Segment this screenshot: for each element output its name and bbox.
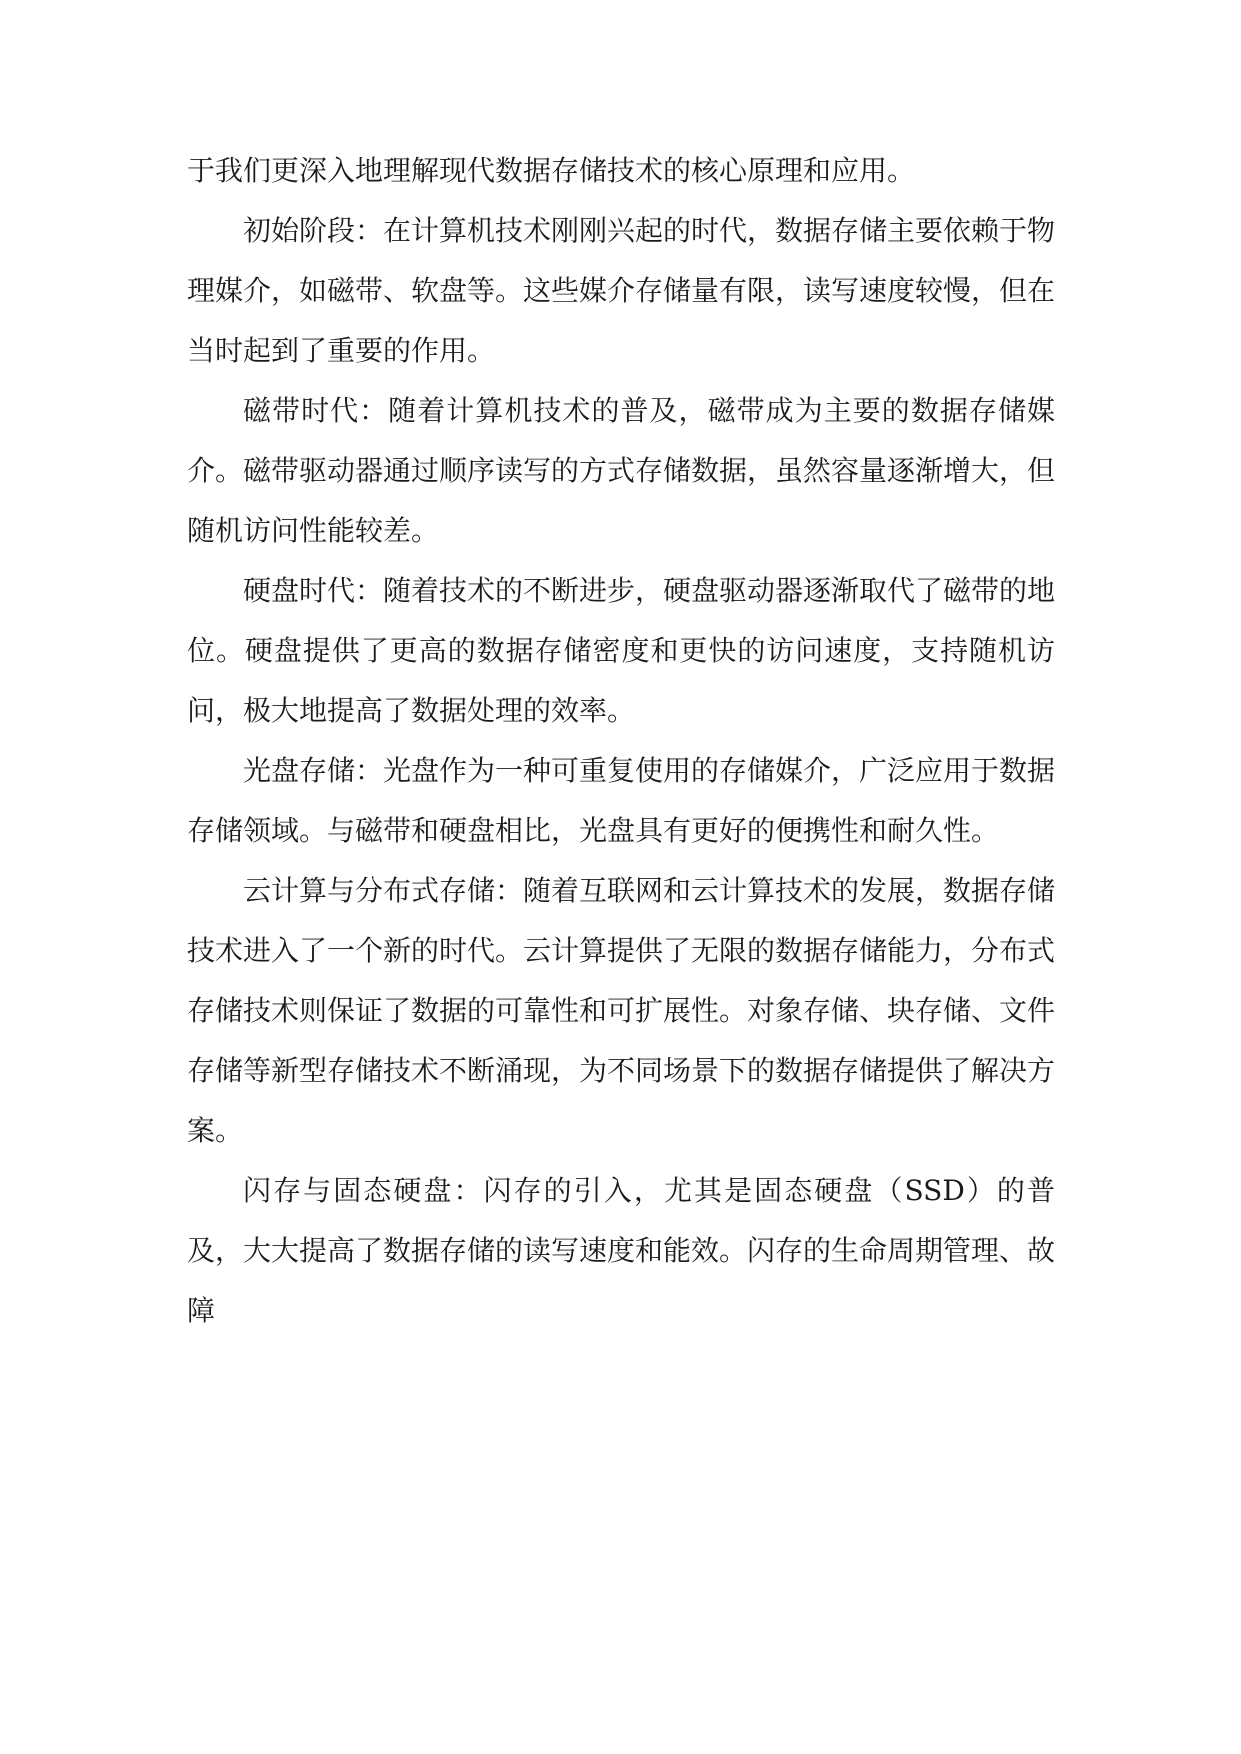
paragraph-hard-disk-era: 硬盘时代：随着技术的不断进步，硬盘驱动器逐渐取代了磁带的地位。硬盘提供了更高的数据存储密度和更快的访问速度，支持随机访问，极大地提高了数据处理的效率。 [187, 574, 1056, 727]
paragraph-initial-stage: 初始阶段：在计算机技术刚刚兴起的时代，数据存储主要依赖于物理媒介，如磁带、软盘等。这些媒介存储量有限，读写速度较慢，但在当时起到了重要的作用。 [187, 214, 1056, 367]
document-body [187, 141, 1055, 1341]
paragraph-flash-ssd: 闪存与固态硬盘：闪存的引入，尤其是固态硬盘（SSD）的普及，大大提高了数据存储的读写速度和能效。闪存的生命周期管理、故障 [187, 1174, 1056, 1327]
paragraph-optical-storage: 光盘存储：光盘作为一种可重复使用的存储媒介，广泛应用于数据存储领域。与磁带和硬盘相比，光盘具有更好的便携性和耐久性。 [187, 754, 1056, 847]
paragraph-tape-era: 磁带时代：随着计算机技术的普及，磁带成为主要的数据存储媒介。磁带驱动器通过顺序读写的方式存储数据，虽然容量逐渐增大，但随机访问性能较差。 [187, 394, 1056, 547]
paragraph-intro-continued: 于我们更深入地理解现代数据存储技术的核心原理和应用。 [187, 154, 916, 187]
paragraph-cloud-distributed-storage: 云计算与分布式存储：随着互联网和云计算技术的发展，数据存储技术进入了一个新的时代。云计算提供了无限的数据存储能力，分布式存储技术则保证了数据的可靠性和可扩展性。对象存储、块存储、文件存储等新型存储技术不断涌现，为不同场景下的数据存储提供了解决方案。 [187, 874, 1056, 1147]
